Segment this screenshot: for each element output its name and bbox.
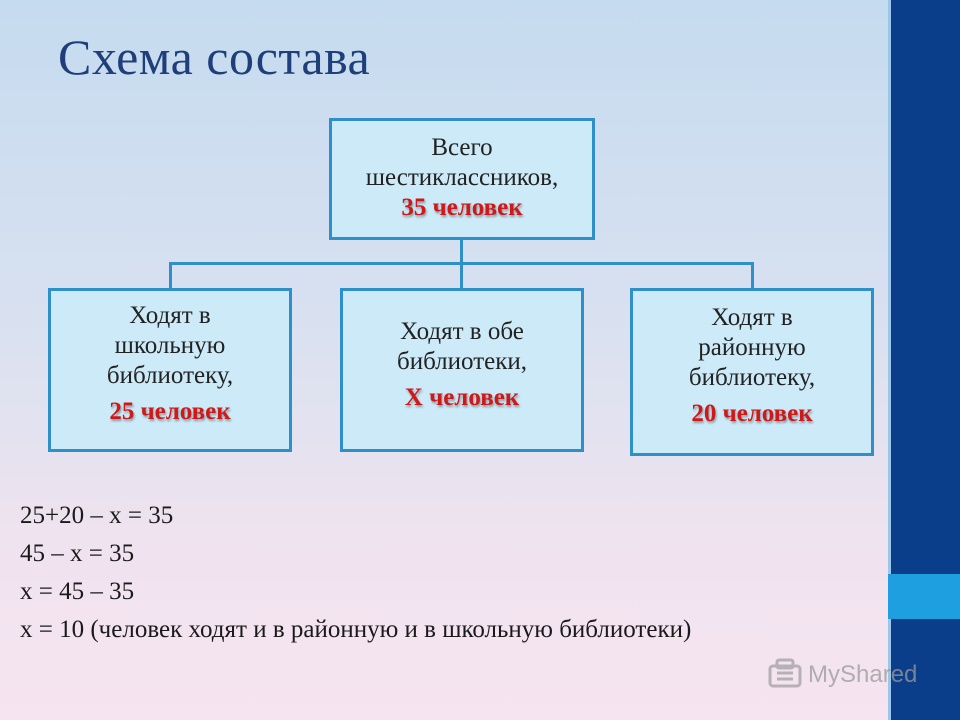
watermark-logo-icon — [768, 658, 802, 690]
equation-line-1: 25+20 – х = 35 — [20, 502, 174, 529]
district-line-1: Ходят в — [711, 304, 793, 331]
school-line-3: библиотеку, — [106, 362, 234, 389]
both-count: Х человек — [404, 384, 520, 411]
district-line-3: библиотеку, — [688, 364, 816, 391]
district-count: 20 человек — [691, 400, 813, 427]
equation-line-2: 45 – х = 35 — [20, 540, 135, 567]
connector-right-vertical — [751, 262, 754, 290]
side-bar-stripe — [888, 574, 960, 619]
equation-line-3: х = 45 – 35 — [20, 578, 135, 605]
both-line-1: Ходят в обе — [400, 318, 524, 345]
both-line-2: библиотеки, — [396, 348, 528, 375]
school-line-2: школьную — [114, 332, 226, 359]
connector-center-vertical — [460, 262, 463, 290]
connector-top-vertical — [460, 240, 463, 264]
school-count: 25 человек — [109, 398, 231, 425]
equation-line-4: х = 10 (человек ходят и в районную и в школьную библиотеки) — [20, 616, 692, 643]
total-line-2: шестиклассников, — [365, 164, 559, 191]
total-count: 35 человек — [401, 194, 523, 221]
total-students-box — [329, 118, 595, 240]
total-line-1: Всего — [431, 134, 493, 161]
district-library-box — [630, 288, 874, 456]
district-line-2: районную — [698, 334, 806, 361]
slide-title: Схема состава — [58, 29, 371, 85]
decorative-side-bar — [888, 0, 960, 720]
both-libraries-box — [340, 288, 584, 452]
school-line-1: Ходят в — [129, 302, 211, 329]
school-library-box — [48, 288, 292, 452]
watermark — [768, 657, 928, 693]
watermark-text: MyShared — [808, 661, 918, 688]
equation-block — [20, 497, 691, 649]
connector-left-vertical — [169, 262, 172, 290]
